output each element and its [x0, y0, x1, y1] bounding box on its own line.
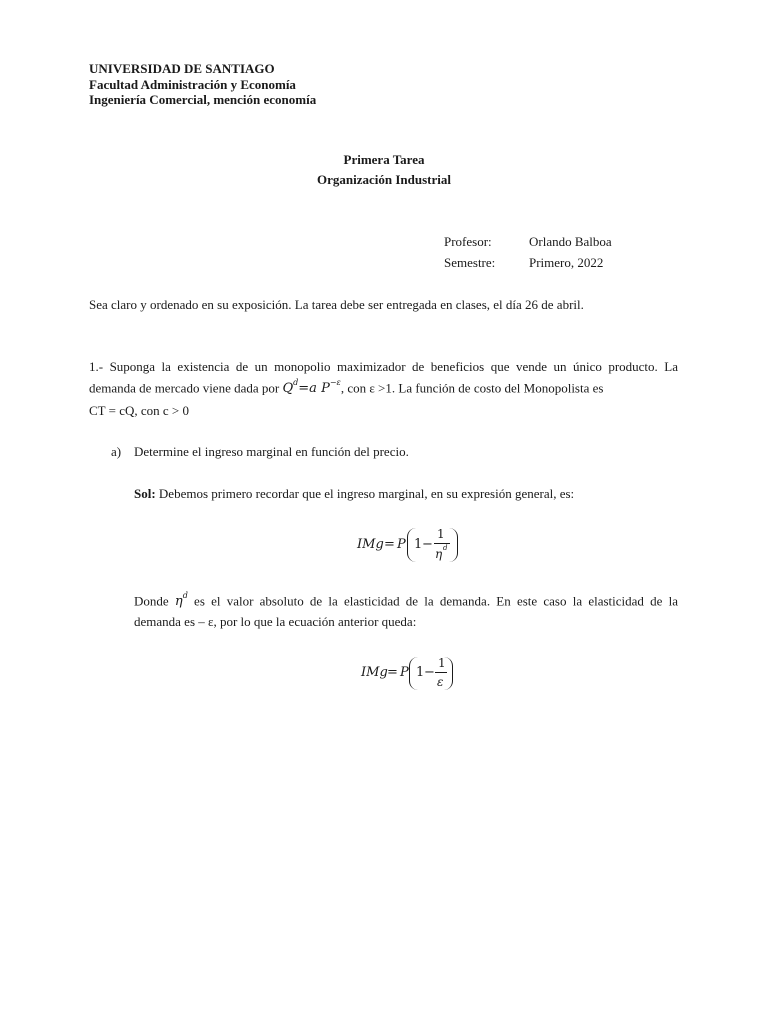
eq2-numerator: 1 [438, 656, 446, 670]
eq1-equals: = [384, 537, 395, 552]
professor-label: Profesor: [444, 234, 492, 249]
professor-value: Orlando Balboa [529, 234, 612, 249]
donde-after: es el valor absoluto de la elasticidad de la demanda. En este caso la elasticidad de la [187, 593, 678, 609]
program-name: Ingeniería Comercial, mención economía [89, 92, 317, 107]
eq2-denominator: ε [437, 675, 444, 689]
eq1-one: 1 [414, 537, 423, 552]
eq2-one: 1 [416, 665, 425, 680]
eq2-right-paren [444, 657, 453, 690]
solution-label: Sol: [134, 486, 156, 501]
donde-before: Donde [134, 593, 169, 609]
eq2-equals: = [387, 665, 398, 680]
eq1-minus: − [422, 537, 433, 552]
part-a-question: Determine el ingreso marginal en función del precio. [134, 444, 409, 459]
semester-value: Primero, 2022 [529, 255, 604, 270]
part-a-label: a) [111, 444, 122, 459]
donde-line2: demanda es – ε, por lo que la ecuación anterior queda: [134, 614, 417, 629]
eq1-denominator-sup: d [443, 544, 448, 552]
eq1-right-paren [449, 528, 458, 562]
question1-line3: CT = cQ, con c > 0 [89, 403, 189, 418]
semester-label: Semestre: [444, 255, 496, 270]
solution-intro [134, 486, 574, 502]
demand-formula: $Q^d=a$ $P^{-\varepsilon}$ [282, 378, 341, 397]
donde-line1 [134, 593, 678, 609]
eq2-minus: − [424, 665, 435, 680]
eq1-denominator: η [435, 547, 443, 561]
university-name: UNIVERSIDAD DE SANTIAGO [89, 61, 275, 76]
eq2-lhs: IMg [361, 665, 388, 680]
eq1-numerator: 1 [437, 527, 445, 541]
instructions-text: Sea claro y ordenado en su exposición. La tarea debe ser entregada en clases, el día 26 de abril. [89, 297, 584, 312]
question1-line2 [89, 380, 603, 396]
course-title: Organización Industrial [317, 172, 451, 187]
eq1-price: P [397, 537, 406, 552]
question1-line2-before: demanda de mercado viene dada por [89, 380, 280, 396]
question1-line1: 1.- Suponga la existencia de un monopolio maximizador de beneficios que vende un único producto. La [89, 359, 678, 374]
eta-symbol: $\eta^d$ [174, 591, 188, 610]
question1-line2-after: , con ε >1. La función de costo del Monopolista es [340, 380, 604, 396]
eq1-fraction-bar [434, 543, 450, 544]
faculty-name: Facultad Administración y Economía [89, 77, 296, 92]
eq1-lhs: IMg [357, 537, 384, 552]
eq2-price: P [400, 665, 409, 680]
assignment-title: Primera Tarea [343, 152, 425, 167]
solution-text: Debemos primero recordar que el ingreso marginal, en su expresión general, es: [158, 486, 575, 501]
